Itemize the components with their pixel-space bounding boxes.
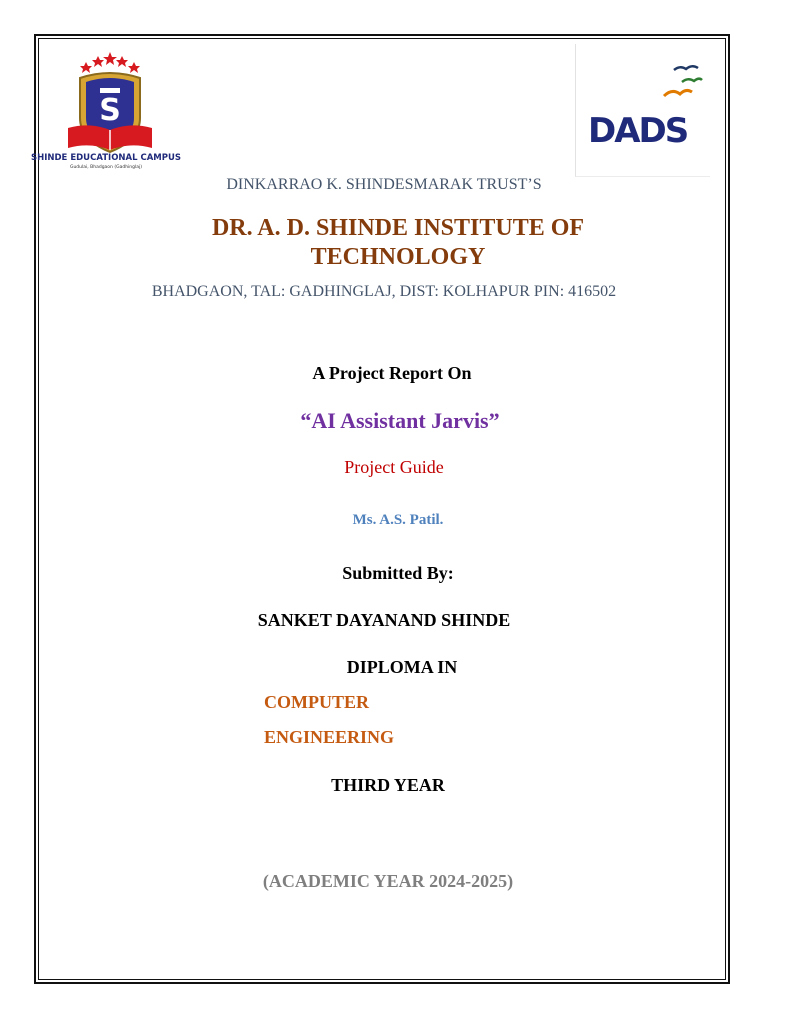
report-intro: A Project Report On bbox=[312, 363, 472, 383]
guide-label: Project Guide bbox=[344, 457, 444, 477]
branch-line-1: COMPUTER bbox=[264, 692, 369, 712]
academic-year: (ACADEMIC YEAR 2024-2025) bbox=[262, 871, 514, 891]
study-year: THIRD YEAR bbox=[331, 775, 445, 795]
diploma-label: DIPLOMA IN bbox=[346, 657, 458, 677]
submitted-by-label: Submitted By: bbox=[342, 563, 454, 583]
student-name: SANKET DAYANAND SHINDE bbox=[257, 610, 511, 630]
svg-text:SHINDE EDUCATIONAL CAMPUS: SHINDE EDUCATIONAL CAMPUS bbox=[30, 153, 182, 163]
branch-line-2: ENGINEERING bbox=[264, 727, 395, 747]
trust-name: DINKARRAO K. SHINDESMARAK TRUST’S bbox=[226, 176, 542, 193]
svg-text:S: S bbox=[99, 93, 121, 128]
project-title: “AI Assistant Jarvis” bbox=[300, 408, 500, 433]
dads-logo bbox=[575, 44, 710, 177]
institute-address: BHADGAON, TAL: GADHINGLAJ, DIST: KOLHAPUR PIN: 416502 bbox=[151, 283, 617, 300]
guide-name: Ms. A.S. Patil. bbox=[352, 512, 444, 528]
svg-text:DADS: DADS bbox=[588, 111, 688, 151]
institute-name: DR. A. D. SHINDE INSTITUTE OF TECHNOLOGY bbox=[211, 215, 585, 270]
shinde-educational-campus-logo bbox=[30, 48, 182, 170]
svg-text:Gudulai, Bhadgaon (Gadhinglaj): Gudulai, Bhadgaon (Gadhinglaj) bbox=[69, 165, 143, 170]
